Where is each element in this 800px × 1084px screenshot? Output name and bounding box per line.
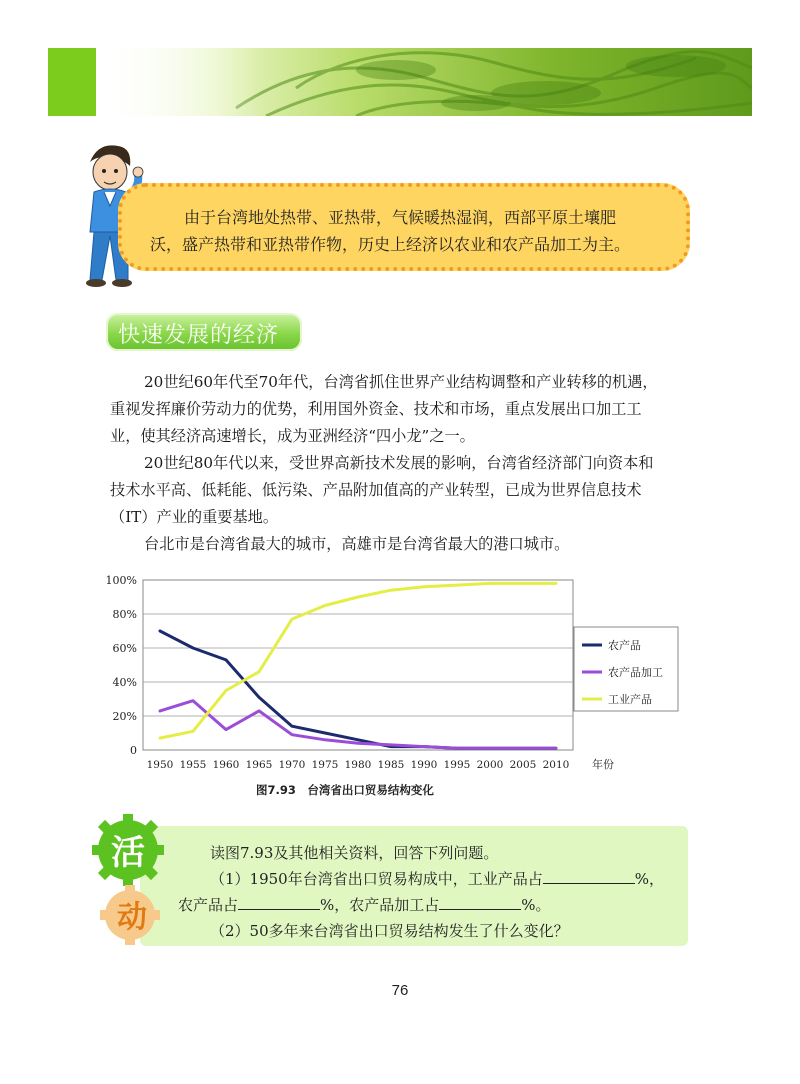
x-tick-label: 2010 [542, 759, 570, 771]
intro-line-2: 沃，盛产热带和亚热带作物，历史上经济以农业和农产品加工为主。 [150, 235, 631, 254]
x-tick-label: 2005 [509, 759, 537, 771]
p2-line-3: （IT）产业的重要基地。 [110, 508, 279, 526]
x-tick-label: 1985 [377, 759, 405, 771]
x-axis-label: 年份 [592, 758, 614, 771]
y-tick-label: 20% [112, 710, 137, 723]
answer-blank-agricultural[interactable] [238, 893, 320, 910]
activity-intro: 读图7.93及其他相关资料，回答下列问题。 [210, 844, 499, 862]
q1-text-a: （1）1950年台湾省出口贸易构成中，工业产品占 [210, 870, 543, 888]
x-tick-label: 1990 [410, 759, 438, 771]
x-tick-label: 1975 [311, 759, 339, 771]
chart-caption: 图7.93 台湾省出口贸易结构变化 [256, 783, 434, 797]
x-tick-label: 1995 [443, 759, 471, 771]
x-tick-label: 1950 [146, 759, 174, 771]
paragraph-3 [110, 531, 700, 558]
legend-label: 农产品 [608, 639, 641, 652]
x-tick-label: 1980 [344, 759, 372, 771]
x-tick-label: 1965 [245, 759, 273, 771]
page-number: 76 [391, 982, 409, 999]
answer-blank-industrial[interactable] [543, 867, 635, 884]
y-tick-label: 60% [112, 642, 137, 655]
y-tick-label: 100% [105, 574, 137, 587]
p2-line-2: 技术水平高、低耗能、低污染、产品附加值高的产业转型，已成为世界信息技术 [110, 481, 642, 499]
x-tick-label: 1970 [278, 759, 306, 771]
p3-line-1: 台北市是台湾省最大的城市，高雄市是台湾省最大的港口城市。 [144, 535, 570, 553]
plot-area [143, 580, 573, 750]
y-tick-label: 0 [130, 744, 137, 757]
header-color-block [48, 48, 96, 116]
intro-text [150, 204, 670, 258]
export-structure-line-chart [90, 565, 710, 805]
activity-q1-line-1 [210, 866, 664, 892]
q1-text-e: %。 [521, 896, 551, 914]
activity-q2: （2）50多年来台湾省出口贸易结构发生了什么变化？ [210, 922, 569, 940]
y-tick-label: 40% [112, 676, 137, 689]
badge-char-top: 活 [111, 833, 145, 873]
p2-line-1: 20世纪80年代以来，受世界高新技术发展的影响，台湾省经济部门向资本和 [144, 454, 654, 472]
legend-label: 农产品加工 [608, 666, 663, 679]
section-title: 快速发展的经济 [118, 323, 280, 348]
p1-line-3: 业，使其经济高速增长，成为亚洲经济“四小龙”之一。 [110, 427, 475, 445]
p1-line-2: 重视发挥廉价劳动力的优势，利用国外资金、技术和市场，重点发展出口加工工 [110, 400, 642, 418]
q1-text-d: %，农产品加工占 [320, 896, 440, 914]
paragraph-1 [110, 369, 700, 450]
legend-label: 工业产品 [608, 693, 652, 706]
x-tick-label: 2000 [476, 759, 504, 771]
activity-badge [90, 812, 170, 962]
activity-q1-line-2 [178, 892, 551, 918]
intro-line-1: 由于台湾地处热带、亚热带，气候暖热湿润，西部平原土壤肥 [184, 208, 617, 227]
y-tick-label: 80% [112, 608, 137, 621]
q1-text-c: 农产品占 [178, 896, 239, 914]
badge-char-bottom: 动 [117, 900, 147, 935]
paragraph-2 [110, 450, 700, 531]
x-tick-label: 1960 [212, 759, 240, 771]
p1-line-1: 20世纪60年代至70年代，台湾省抓住世界产业结构调整和产业转移的机遇， [144, 373, 658, 391]
answer-blank-processed[interactable] [439, 893, 521, 910]
x-tick-label: 1955 [179, 759, 207, 771]
q1-text-b: %， [634, 870, 664, 888]
header-fields-image [96, 48, 752, 116]
